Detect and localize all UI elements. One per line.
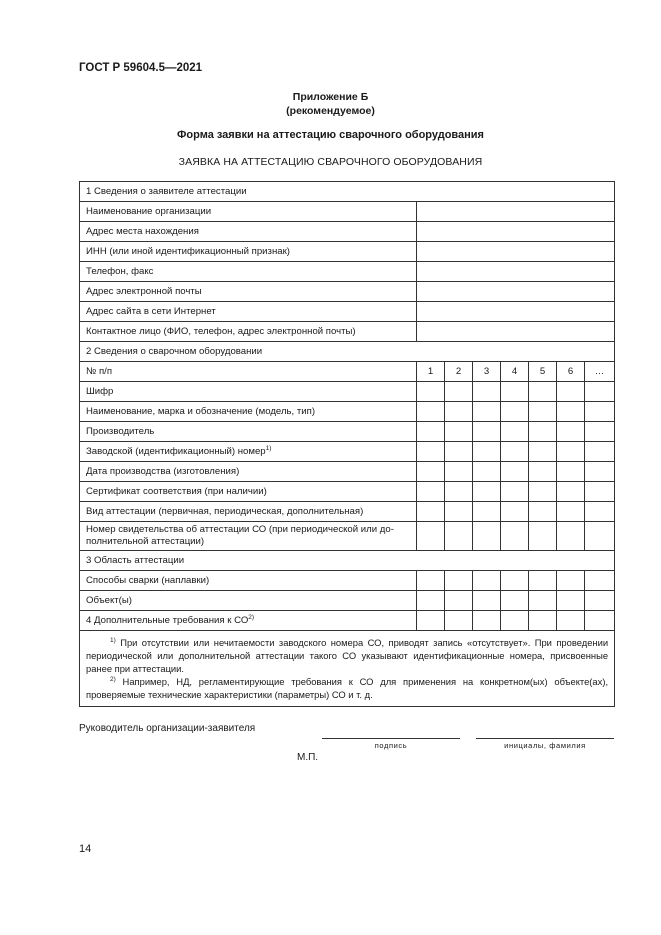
footnote-ref-1: 1) [265,444,272,452]
row-label: Адрес электронной почты [80,282,417,302]
value-cell[interactable] [529,422,557,442]
value-cell[interactable] [501,382,529,402]
value-cell[interactable] [473,522,501,551]
value-cell[interactable] [501,522,529,551]
table-row [80,202,615,222]
cert-number-line1: Номер свидетельства об аттестации СО (при периодической или до- [86,524,394,535]
row-label: Адрес сайта в сети Интернет [80,302,417,322]
cert-number-line2: полнительной аттестации) [86,536,205,547]
value-cell[interactable] [417,482,445,502]
value-cell[interactable] [585,422,615,442]
row-label: Телефон, факс [80,262,417,282]
table-row [80,262,615,282]
value-cell[interactable] [473,502,501,522]
value-cell[interactable] [585,502,615,522]
value-cell[interactable] [529,442,557,462]
value-cell[interactable] [529,402,557,422]
row-label [80,522,417,551]
section4-title [80,611,417,631]
table-row [80,571,615,591]
value-cell[interactable] [529,522,557,551]
table-row [80,482,615,502]
value-cell[interactable] [557,402,585,422]
section-header-row [80,551,615,571]
section-header-row [80,342,615,362]
value-cell[interactable] [473,402,501,422]
value-cell[interactable] [501,611,529,631]
appendix-kind: (рекомендуемое) [286,105,375,117]
value-cell[interactable] [557,591,585,611]
value-cell[interactable] [473,482,501,502]
value-cell[interactable] [501,442,529,462]
value-cell[interactable] [445,422,473,442]
value-cell[interactable] [417,422,445,442]
column-number: 3 [473,362,501,382]
value-cell[interactable] [473,571,501,591]
table-row [80,462,615,482]
table-row [80,611,615,631]
value-cell[interactable] [417,442,445,462]
value-cell[interactable] [445,402,473,422]
value-cell[interactable] [417,202,615,222]
table-row [80,322,615,342]
serial-label-text: Заводской (идентификационный) номер [86,445,266,457]
value-cell[interactable] [529,462,557,482]
value-cell[interactable] [501,571,529,591]
footnote-ref-2: 2) [248,613,255,621]
value-cell[interactable] [529,571,557,591]
value-cell[interactable] [529,502,557,522]
signature-line[interactable] [322,738,460,739]
section2-title: 2 Сведения о сварочном оборудовании [80,342,615,362]
row-label: Шифр [80,382,417,402]
section3-title: 3 Область аттестации [80,551,615,571]
column-number: 1 [417,362,445,382]
value-cell[interactable] [417,222,615,242]
value-cell[interactable] [445,442,473,462]
row-label: Наименование, марка и обозначение (модель, тип) [80,402,417,422]
value-cell[interactable] [417,462,445,482]
value-cell[interactable] [417,571,445,591]
value-cell[interactable] [501,482,529,502]
table-row [80,442,615,462]
footnote-1 [86,636,608,675]
column-number: 5 [529,362,557,382]
table-row [80,522,615,551]
column-number: 6 [557,362,585,382]
value-cell[interactable] [445,482,473,502]
value-cell[interactable] [473,442,501,462]
footnote-1-text: При отсутствии или нечитаемости заводского номера СО, приводят запись «отсутствует». При проведении периодической или дополнительной аттестации такого СО указывают идентификационные номера, присвоенные ранее при аттестации. [86,637,609,674]
value-cell[interactable] [473,422,501,442]
signatory-label: Руководитель организации-заявителя [79,723,256,734]
table-row [80,402,615,422]
value-cell[interactable] [417,522,445,551]
table-row [80,382,615,402]
column-number: … [585,362,615,382]
value-cell[interactable] [585,591,615,611]
appendix-heading [0,90,661,118]
standard-designation: ГОСТ Р 59604.5—2021 [79,62,203,74]
value-cell[interactable] [445,462,473,482]
value-cell[interactable] [585,442,615,462]
value-cell[interactable] [417,591,445,611]
value-cell[interactable] [585,382,615,402]
table-row [80,502,615,522]
footnote-2-marker: 2) [110,676,116,683]
value-cell[interactable] [501,462,529,482]
value-cell[interactable] [417,322,615,342]
column-number: 4 [501,362,529,382]
footnote-2 [86,675,608,701]
table-row [80,302,615,322]
value-cell[interactable] [445,522,473,551]
footnotes-cell [80,631,615,707]
row-label: Способы сварки (наплавки) [80,571,417,591]
section1-title: 1 Сведения о заявителе аттестации [80,182,615,202]
value-cell[interactable] [417,382,445,402]
value-cell[interactable] [473,591,501,611]
footnote-2-text: Например, НД, регламентирующие требования к СО для применения на конкретном(ых) объекте(ах), проверяемые технические характеристики (параметры) СО и т. д. [86,676,609,700]
stamp-placeholder: М.П. [297,752,319,763]
value-cell[interactable] [529,382,557,402]
value-cell[interactable] [417,282,615,302]
value-cell[interactable] [501,502,529,522]
value-cell[interactable] [417,611,445,631]
footnote-1-marker: 1) [110,637,116,644]
value-cell[interactable] [557,442,585,462]
row-label: Дата производства (изготовления) [80,462,417,482]
value-cell[interactable] [473,382,501,402]
value-cell[interactable] [445,611,473,631]
row-label: Адрес места нахождения [80,222,417,242]
value-cell[interactable] [557,611,585,631]
value-cell[interactable] [417,262,615,282]
table-row [80,422,615,442]
name-line[interactable] [476,738,614,739]
value-cell[interactable] [445,502,473,522]
column-number-row [80,362,615,382]
value-cell[interactable] [585,522,615,551]
section4-title-text: 4 Дополнительные требования к СО [86,614,249,626]
value-cell[interactable] [417,402,445,422]
signature-caption: подпись [374,741,408,750]
value-cell[interactable] [445,382,473,402]
value-cell[interactable] [445,591,473,611]
value-cell[interactable] [557,382,585,402]
value-cell[interactable] [585,482,615,502]
value-cell[interactable] [529,611,557,631]
value-cell[interactable] [557,482,585,502]
section-header-row [80,182,615,202]
value-cell[interactable] [585,611,615,631]
page-number: 14 [79,843,92,855]
value-cell[interactable] [557,522,585,551]
form-subtitle: ЗАЯВКА НА АТТЕСТАЦИЮ СВАРОЧНОГО ОБОРУДОВАНИЯ [178,156,483,168]
table-row [80,222,615,242]
table-row [80,591,615,611]
application-form-table [79,181,615,707]
value-cell[interactable] [529,591,557,611]
table-row [80,242,615,262]
number-label: № п/п [80,362,417,382]
row-label: Объект(ы) [80,591,417,611]
appendix-title: Приложение Б [292,91,369,103]
table-row [80,282,615,302]
value-cell[interactable] [501,591,529,611]
value-cell[interactable] [585,402,615,422]
value-cell[interactable] [557,462,585,482]
row-label: ИНН (или иной идентификационный признак) [80,242,417,262]
value-cell[interactable] [557,571,585,591]
row-label [80,442,417,462]
row-label: Сертификат соответствия (при наличии) [80,482,417,502]
form-title: Форма заявки на аттестацию сварочного оборудования [177,129,484,141]
value-cell[interactable] [501,422,529,442]
value-cell[interactable] [417,242,615,262]
value-cell[interactable] [501,402,529,422]
value-cell[interactable] [445,571,473,591]
row-label: Контактное лицо (ФИО, телефон, адрес электронной почты) [80,322,417,342]
value-cell[interactable] [557,422,585,442]
value-cell[interactable] [585,571,615,591]
value-cell[interactable] [417,502,445,522]
row-label: Производитель [80,422,417,442]
value-cell[interactable] [473,462,501,482]
value-cell[interactable] [585,462,615,482]
value-cell[interactable] [473,611,501,631]
name-caption: инициалы, фамилия [504,741,586,750]
value-cell[interactable] [417,302,615,322]
column-number: 2 [445,362,473,382]
notes-row [80,631,615,707]
row-label: Вид аттестации (первичная, периодическая, дополнительная) [80,502,417,522]
row-label: Наименование организации [80,202,417,222]
value-cell[interactable] [557,502,585,522]
value-cell[interactable] [529,482,557,502]
